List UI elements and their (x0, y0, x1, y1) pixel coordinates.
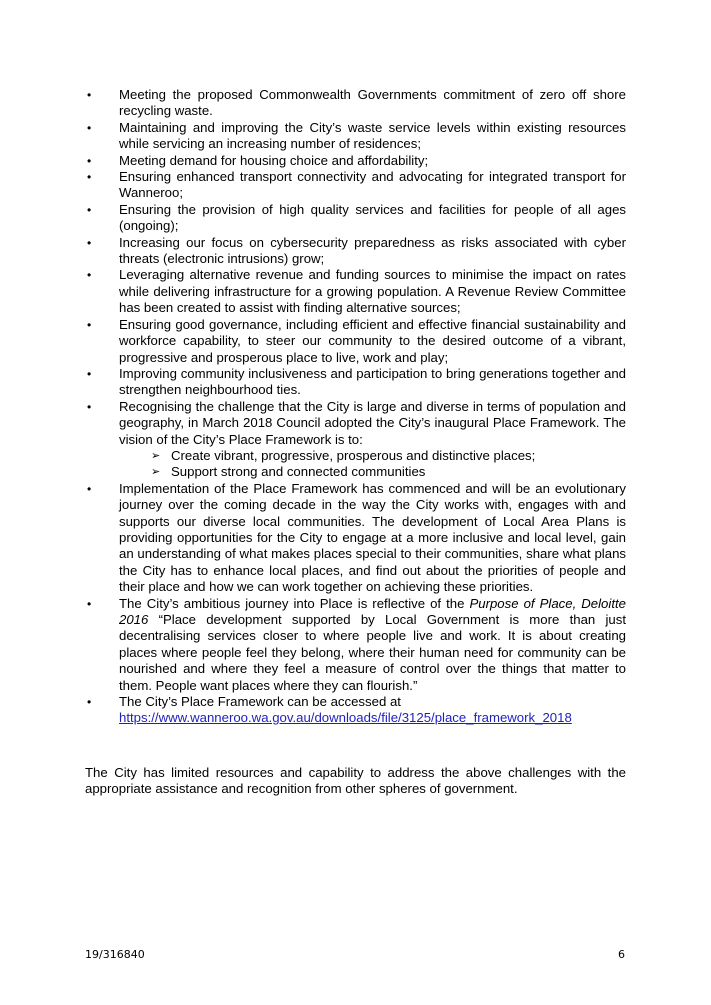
bullet-text-quote: “Place development supported by Local Government is more than just decentralising services closer to where people live and work. It is about creating places where people feel they belong, where their human need for community can be nourished and where they feel a measure of control over the things that matter to them. People want places where they can flourish.” (119, 612, 626, 693)
bullet-text: Recognising the challenge that the City is large and diverse in terms of population and geography, in March 2018 Council adopted the City’s inaugural Place Framework. The vision of the City’s Place Framework is to: (119, 398, 626, 447)
bullet-text: Improving community inclusiveness and participation to bring generations together and strengthen neighbourhood ties. (119, 365, 626, 398)
place-framework-link[interactable]: https://www.wanneroo.wa.gov.au/downloads/file/3125/place_framework_2018 (119, 710, 572, 726)
bullet-item (85, 153, 626, 169)
bullet-icon: • (87, 399, 92, 414)
bullet-text: Ensuring enhanced transport connectivity and advocating for integrated transport for Wanneroo; (119, 169, 626, 201)
bullet-item (85, 366, 626, 399)
challenges-list (85, 87, 626, 727)
bullet-icon: • (87, 268, 92, 283)
bullet-text: The City’s Place Framework can be accessed at (119, 694, 401, 710)
bullet-icon: • (87, 235, 92, 250)
bullet-text: Implementation of the Place Framework has commenced and will be an evolutionary journey over the coming decade in the way the City works with, engages with and supports our diverse local communities. The development of Local Area Plans is providing opportunities for the City to engage at a more inclusive and local level, gain an understanding of what makes places special to their communities, share what plans the City has to enhance local places, and find out about the priorities of people and their place and how we can work together on achieving these priorities. (119, 480, 626, 595)
bullet-item (85, 120, 626, 153)
bullet-icon: • (87, 596, 92, 611)
bullet-text: Meeting the proposed Commonwealth Governments commitment of zero off shore recycling waste. (119, 87, 626, 119)
bullet-icon: • (87, 170, 92, 185)
bullet-icon: • (87, 88, 92, 102)
bullet-item (85, 399, 626, 481)
page-number: 6 (618, 948, 625, 961)
bullet-text: Ensuring good governance, including efficient and effective financial sustainability and workforce capability, to steer our community to the desired outcome of a vibrant, progressive and prosperous place to live, work and play; (119, 316, 626, 365)
sub-bullet-text: Support strong and connected communities (171, 464, 426, 480)
bullet-text: Meeting demand for housing choice and affordability; (119, 152, 429, 168)
document-reference: 19/316840 (85, 948, 145, 961)
bullet-text: Increasing our focus on cybersecurity preparedness as risks associated with cyber threats (electronic intrusions) grow; (119, 234, 626, 267)
bullet-text: Ensuring the provision of high quality services and facilities for people of all ages (ongoing); (119, 201, 626, 234)
bullet-icon: • (87, 481, 92, 496)
bullet-item (85, 87, 626, 120)
sub-bullet-text: Create vibrant, progressive, prosperous and distinctive places; (171, 447, 536, 463)
bullet-item (85, 317, 626, 366)
vision-sub-list (119, 448, 626, 481)
sub-bullet-item (151, 464, 626, 480)
arrow-bullet-icon: ➢ (151, 466, 161, 479)
bullet-icon: • (87, 153, 92, 168)
bullet-icon: • (87, 317, 92, 332)
arrow-bullet-icon: ➢ (151, 449, 161, 462)
bullet-icon: • (87, 695, 92, 710)
bullet-item (85, 235, 626, 268)
bullet-item (85, 596, 626, 694)
sub-bullet-item (151, 448, 626, 464)
bullet-icon: • (87, 120, 92, 135)
bullet-text-before: The City’s ambitious journey into Place is reflective of the (119, 595, 470, 611)
bullet-item (85, 169, 626, 202)
bullet-text: Maintaining and improving the City’s waste service levels within existing resources while servicing an increasing number of residences; (119, 119, 626, 152)
bullet-icon: • (87, 202, 92, 217)
bullet-item (85, 202, 626, 235)
bullet-icon: • (87, 366, 92, 381)
citation-italic: Purpose of Place, Deloitte 2016 (119, 595, 626, 627)
bullet-item (85, 694, 626, 727)
bullet-item (85, 481, 626, 596)
closing-paragraph: The City has limited resources and capability to address the above challenges with the appropriate assistance and recognition from other spheres of government. (85, 765, 626, 797)
bullet-item (85, 267, 626, 316)
bullet-text: Leveraging alternative revenue and funding sources to minimise the impact on rates while delivering infrastructure for a growing population. A Revenue Review Committee has been created to assist with finding alternative sources; (119, 267, 626, 316)
